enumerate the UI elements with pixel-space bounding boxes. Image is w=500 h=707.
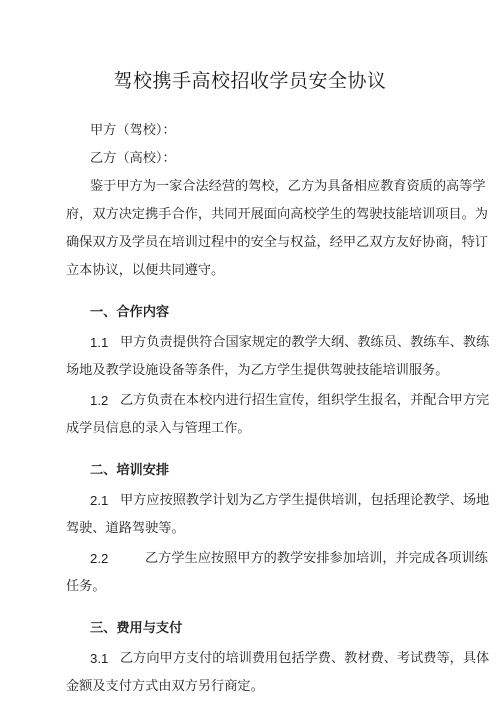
clause-line: 场地及教学设施设备等条件，为乙方学生提供驾驶技能培训服务。 xyxy=(66,363,449,378)
section-heading: 一、合作内容 xyxy=(90,305,170,320)
intro-line: 确保双方及学员在培训过程中的安全与权益，经甲乙双方友好协商，特订 xyxy=(66,235,488,250)
clause-number: 1.1 xyxy=(90,335,109,350)
clause-line: 驾驶、道路驾驶等。 xyxy=(66,521,185,536)
document-title: 驾校携手高校招收学员安全协议 xyxy=(113,70,387,92)
clause-line: 乙方学生应按照甲方的教学安排参加培训，并完成各项训练 xyxy=(145,551,488,566)
section-heading: 二、培训安排 xyxy=(90,463,170,478)
clause-number: 3.1 xyxy=(90,651,109,666)
clause-number: 1.2 xyxy=(90,393,109,408)
clause-line: 金额及支付方式由双方另行商定。 xyxy=(66,679,264,694)
party-b-label: 乙方（高校）： xyxy=(90,151,176,166)
clause-line: 乙方负责在本校内进行招生宣传，组织学生报名，并配合甲方完 xyxy=(120,393,490,408)
intro-line: 立本协议，以便共同遵守。 xyxy=(66,263,225,278)
intro-line: 府，双方决定携手合作，共同开展面向高校学生的驾驶技能培训项目。为 xyxy=(66,207,488,222)
clause-number: 2.2 xyxy=(90,551,109,566)
clause-line: 乙方向甲方支付的培训费用包括学费、教材费、考试费等，具体 xyxy=(120,651,490,666)
intro-line: 鉴于甲方为一家合法经营的驾校，乙方为具备相应教育资质的高等学 xyxy=(90,179,486,194)
clause-line: 甲方应按照教学计划为乙方学生提供培训，包括理论教学、场地 xyxy=(120,493,490,508)
clause-line: 甲方负责提供符合国家规定的教学大纲、教练员、教练车、教练 xyxy=(120,335,490,350)
clause-line: 任务。 xyxy=(66,579,106,594)
section-heading: 三、费用与支付 xyxy=(90,621,183,636)
party-a-label: 甲方（驾校）： xyxy=(90,123,176,138)
clause-line: 成学员信息的录入与管理工作。 xyxy=(66,421,251,436)
clause-number: 2.1 xyxy=(90,493,109,508)
